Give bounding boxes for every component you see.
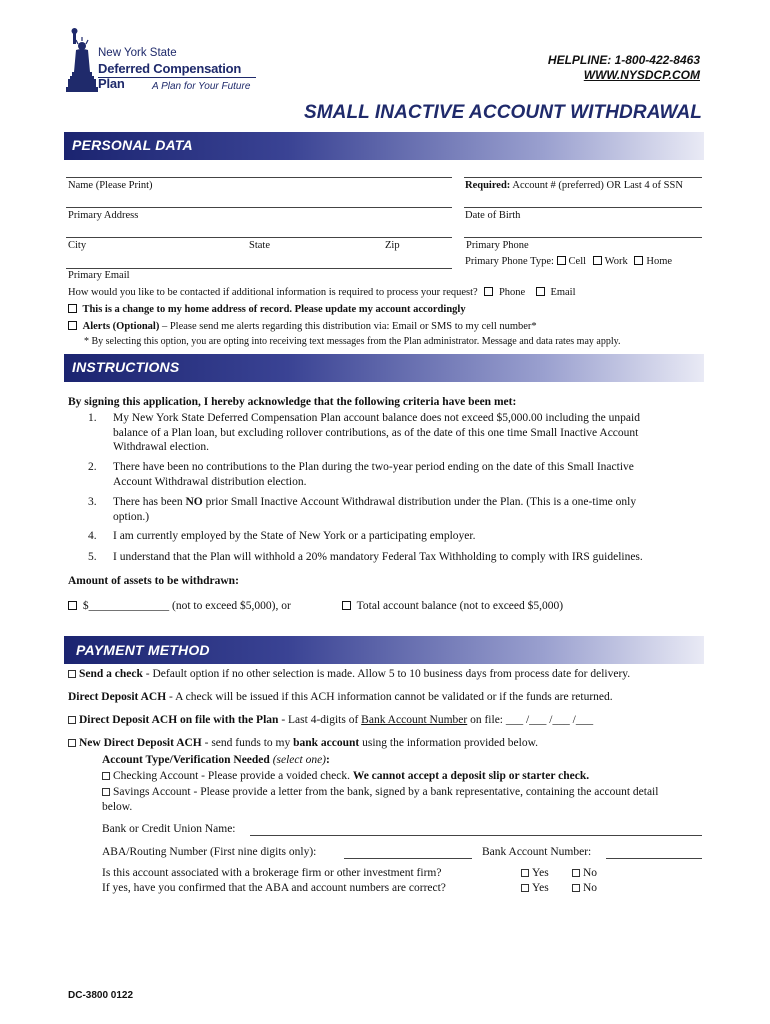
contact-question-row bbox=[68, 287, 576, 298]
aba-label: ABA/Routing Number (First nine digits only): bbox=[102, 846, 317, 858]
checkbox-icon bbox=[593, 256, 602, 265]
email-label: Primary Email bbox=[68, 270, 130, 281]
personal-data-header bbox=[64, 132, 704, 160]
dob-label: Date of Birth bbox=[465, 210, 521, 221]
dob-field[interactable] bbox=[464, 207, 702, 208]
contact-phone-option[interactable]: Phone bbox=[484, 287, 525, 298]
checkbox-icon bbox=[68, 670, 76, 678]
address-change-option[interactable]: This is a change to my home address of record. Please update my account accordingly bbox=[68, 304, 466, 315]
form-id: DC-3800 0122 bbox=[68, 990, 134, 1001]
logo-state-text: New York State bbox=[98, 47, 177, 59]
bank-name-field[interactable] bbox=[250, 835, 702, 836]
personal-data-title: PERSONAL DATA bbox=[72, 137, 193, 153]
confirm-question: If yes, have you confirmed that the ABA and account numbers are correct? bbox=[102, 882, 446, 894]
state-label: State bbox=[249, 240, 270, 251]
brokerage-yes[interactable]: Yes bbox=[521, 867, 549, 879]
checkbox-icon bbox=[68, 601, 77, 610]
checkbox-icon bbox=[342, 601, 351, 610]
phone-type-row bbox=[465, 256, 672, 267]
checkbox-icon bbox=[557, 256, 566, 265]
dd-on-file-option[interactable]: Direct Deposit ACH on file with the Plan - Last 4-digits of Bank Account Number on file: ___ /___ /___ /___ bbox=[68, 714, 593, 726]
form-title: SMALL INACTIVE ACCOUNT WITHDRAWAL bbox=[303, 102, 702, 123]
account-type-heading: Account Type/Verification Needed (select one): bbox=[102, 754, 330, 766]
alerts-bold: Alerts (Optional) bbox=[82, 321, 160, 332]
amount-option-total[interactable]: Total account balance (not to exceed $5,000) bbox=[342, 600, 563, 612]
checkbox-icon bbox=[572, 884, 580, 892]
brokerage-no[interactable]: No bbox=[572, 867, 597, 879]
name-label: Name (Please Print) bbox=[68, 180, 153, 191]
brokerage-question: Is this account associated with a brokerage firm or other investment firm? bbox=[102, 867, 442, 879]
plan-logo bbox=[64, 28, 264, 96]
contact-question: How would you like to be contacted if additional information is required to process your request? bbox=[68, 287, 478, 298]
checkbox-icon bbox=[68, 739, 76, 747]
payment-method-title: PAYMENT METHOD bbox=[76, 642, 210, 658]
checkbox-icon bbox=[102, 788, 110, 796]
send-check-option[interactable]: Send a check - Default option if no other selection is made. Allow 5 to 10 business days from process date for delivery. bbox=[68, 668, 630, 680]
instructions-header bbox=[64, 354, 704, 382]
checkbox-icon bbox=[68, 716, 76, 724]
name-field[interactable] bbox=[66, 177, 452, 178]
checkbox-icon bbox=[484, 287, 493, 296]
city-state-zip-field[interactable] bbox=[66, 237, 452, 238]
instructions-title: INSTRUCTIONS bbox=[72, 359, 180, 375]
direct-deposit-note: Direct Deposit ACH - A check will be issued if this ACH information cannot be validated or if the funds are returned. bbox=[68, 691, 613, 703]
criteria-item-1: 1. My New York State Deferred Compensation Plan account balance does not exceed $5,000.00 including the unpaid balance of a Plan loan, but excluding rollover contributions, as of the date of this one time Small Inactive Account Withdrawal election. bbox=[88, 412, 640, 453]
account-label-text: Account # (preferred) OR Last 4 of SSN bbox=[512, 180, 683, 191]
helpline: HELPLINE: 1-800-422-8463 bbox=[547, 53, 700, 67]
phone-type-home[interactable]: Home bbox=[634, 256, 672, 267]
phone-label: Primary Phone bbox=[466, 240, 529, 251]
account-field[interactable] bbox=[464, 177, 702, 178]
criteria-item-5: 5. I understand that the Plan will withhold a 20% mandatory Federal Tax Withholding to comply with IRS guidelines. bbox=[88, 551, 643, 563]
checkbox-icon bbox=[536, 287, 545, 296]
bank-account-field[interactable] bbox=[606, 858, 702, 859]
criteria-item-3: 3. There has been NO prior Small Inactive Account Withdrawal distribution under the Plan. (This is a one-time only option.) bbox=[88, 496, 637, 523]
checking-option[interactable]: Checking Account - Please provide a voided check. We cannot accept a deposit slip or starter check. bbox=[102, 770, 589, 782]
alerts-option[interactable] bbox=[68, 321, 537, 332]
alerts-note: * By selecting this option, you are opting into receiving text messages from the Plan administrator. Message and data rates may apply. bbox=[84, 336, 621, 347]
payment-method-header bbox=[64, 636, 704, 664]
checkbox-icon bbox=[102, 772, 110, 780]
checkbox-icon bbox=[521, 884, 529, 892]
instructions-intro: By signing this application, I hereby acknowledge that the following criteria have been met: bbox=[68, 396, 517, 408]
zip-label: Zip bbox=[385, 240, 400, 251]
account-label bbox=[465, 180, 683, 191]
new-dd-option[interactable]: New Direct Deposit ACH - send funds to my bank account using the information provided below. bbox=[68, 737, 538, 749]
criteria-item-2: 2. There have been no contributions to the Plan during the two-year period ending on the date of this Small Inactive Account Withdrawal distribution election. bbox=[88, 461, 634, 488]
account-required: Required: bbox=[465, 180, 511, 191]
contact-email-option[interactable]: Email bbox=[536, 287, 576, 298]
amount-option-partial[interactable]: $______________ (not to exceed $5,000), or bbox=[68, 600, 291, 612]
phone-type-work[interactable]: Work bbox=[593, 256, 628, 267]
aba-field[interactable] bbox=[344, 858, 472, 859]
website[interactable]: WWW.NYSDCP.COM bbox=[583, 68, 700, 82]
bank-name-label: Bank or Credit Union Name: bbox=[102, 823, 236, 835]
email-field[interactable] bbox=[66, 268, 452, 269]
checkbox-icon bbox=[572, 869, 580, 877]
phone-field[interactable] bbox=[464, 237, 702, 238]
bank-account-label: Bank Account Number: bbox=[482, 846, 592, 858]
checkbox-icon bbox=[521, 869, 529, 877]
city-label: City bbox=[68, 240, 87, 251]
logo-plan-text: Deferred Compensation Plan bbox=[98, 61, 242, 91]
address-label: Primary Address bbox=[68, 210, 139, 221]
checkbox-icon bbox=[68, 321, 77, 330]
address-field[interactable] bbox=[66, 207, 452, 208]
statue-of-liberty-icon bbox=[64, 28, 98, 94]
confirm-no[interactable]: No bbox=[572, 882, 597, 894]
checkbox-icon bbox=[634, 256, 643, 265]
savings-option[interactable]: Savings Account - Please provide a letter from the bank, signed by a bank representative, containing the account detail below. bbox=[102, 786, 659, 813]
confirm-yes[interactable]: Yes bbox=[521, 882, 549, 894]
phone-type-label: Primary Phone Type: bbox=[465, 256, 554, 267]
criteria-item-4: 4. I am currently employed by the State of New York or a participating employer. bbox=[88, 530, 476, 542]
logo-rule bbox=[98, 77, 256, 78]
logo-tagline: A Plan for Your Future bbox=[152, 81, 251, 92]
phone-type-cell[interactable]: Cell bbox=[557, 256, 587, 267]
alerts-text: – Please send me alerts regarding this distribution via: Email or SMS to my cell number* bbox=[159, 321, 537, 332]
amount-label: Amount of assets to be withdrawn: bbox=[68, 575, 239, 587]
checkbox-icon bbox=[68, 304, 77, 313]
